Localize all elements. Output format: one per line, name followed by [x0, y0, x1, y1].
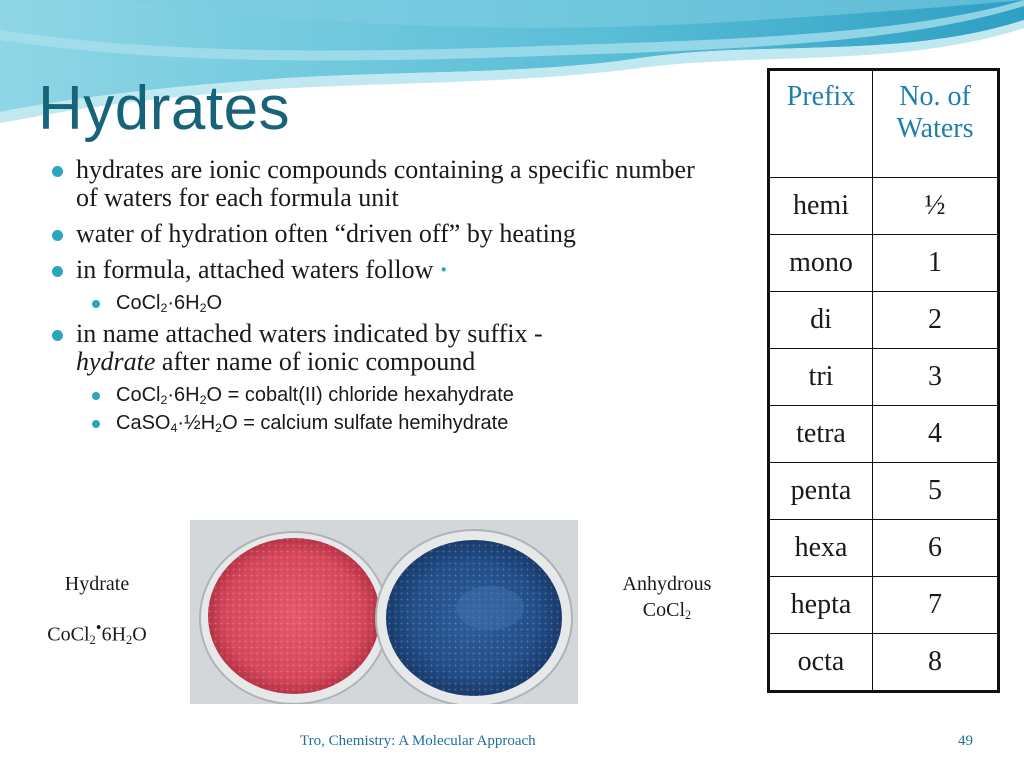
- formula-cocl2-hexahydrate: $CoCl_2\cdot 6H_2O$: [116, 292, 223, 316]
- bullet-text: in formula, attached waters follow: [76, 255, 434, 284]
- formula-name-calcium: $CaSO_4\cdot\frac{1}{2}H_2O$ = calcium sulfate hemihydrate: [116, 412, 509, 436]
- waters-cell: 6: [873, 520, 999, 577]
- bullet-dot-icon: [52, 330, 63, 341]
- prefix-cell: di: [769, 292, 873, 349]
- bullet-list: [48, 156, 708, 440]
- prefix-cell: mono: [769, 235, 873, 292]
- waters-cell: 8: [873, 634, 999, 692]
- bullet-text: hydrates are ionic compounds containing a specific number of waters for each formula unit: [76, 155, 695, 212]
- bullet-dot-icon: [52, 266, 63, 277]
- table-row: [769, 292, 999, 349]
- bullet-item: [48, 156, 708, 212]
- sub-bullet-item: [48, 382, 708, 408]
- header-no-of-waters: No. of Waters: [873, 70, 999, 178]
- raised-dot-symbol: ·: [439, 255, 449, 284]
- sub-bullet-item: [48, 290, 708, 316]
- table-row: [769, 406, 999, 463]
- bullet-item: [48, 220, 708, 248]
- waters-cell: 3: [873, 349, 999, 406]
- bullet-text: water of hydration often “driven off” by heating: [76, 219, 576, 248]
- waters-cell: 1: [873, 235, 999, 292]
- prefix-cell: tetra: [769, 406, 873, 463]
- prefix-cell: hepta: [769, 577, 873, 634]
- prefix-cell: tri: [769, 349, 873, 406]
- sub-bullet-dot-icon: [92, 420, 100, 428]
- petri-dish-photo: [190, 520, 578, 704]
- waters-cell: 5: [873, 463, 999, 520]
- prefix-table: [767, 68, 1000, 693]
- hydrate-label: Hydrate: [64, 573, 130, 595]
- table-row: [769, 463, 999, 520]
- anhydrous-formula: CoCl$_2$: [642, 599, 692, 623]
- hydrate-caption: [22, 571, 172, 648]
- waters-cell: ½: [873, 178, 999, 235]
- sub-bullet-dot-icon: [92, 392, 100, 400]
- formula-name-cobalt: $CoCl_2\cdot 6H_2O$ = cobalt(II) chloride hexahydrate: [116, 384, 514, 408]
- anhydrous-label: Anhydrous: [622, 573, 712, 595]
- waters-cell: 2: [873, 292, 999, 349]
- bullet-dot-icon: [52, 166, 63, 177]
- anhydrous-caption: [600, 571, 734, 623]
- sub-bullet-dot-icon: [92, 300, 100, 308]
- waters-cell: 4: [873, 406, 999, 463]
- bullet-item: [48, 256, 708, 284]
- sub-bullet-item: [48, 410, 708, 436]
- waters-cell: 7: [873, 577, 999, 634]
- hydrate-formula: $CoCl_2^•6H_2O$: [47, 618, 147, 647]
- prefix-table-header: [769, 70, 999, 178]
- table-row: [769, 349, 999, 406]
- footer-page-number: 49: [958, 733, 973, 749]
- bullet-item: [48, 320, 708, 376]
- prefix-cell: hemi: [769, 178, 873, 235]
- prefix-cell: octa: [769, 634, 873, 692]
- table-row: [769, 178, 999, 235]
- bullet-dot-icon: [52, 230, 63, 241]
- table-row: [769, 634, 999, 692]
- table-row: [769, 577, 999, 634]
- bullet-text: in name attached waters indicated by suffix - hydrate after name of ionic compound: [76, 319, 543, 376]
- table-row: [769, 520, 999, 577]
- prefix-cell: penta: [769, 463, 873, 520]
- prefix-cell: hexa: [769, 520, 873, 577]
- header-prefix: Prefix: [769, 70, 873, 178]
- table-row: [769, 235, 999, 292]
- slide-title: Hydrates: [38, 74, 291, 143]
- footer-citation: Tro, Chemistry: A Molecular Approach: [300, 733, 536, 749]
